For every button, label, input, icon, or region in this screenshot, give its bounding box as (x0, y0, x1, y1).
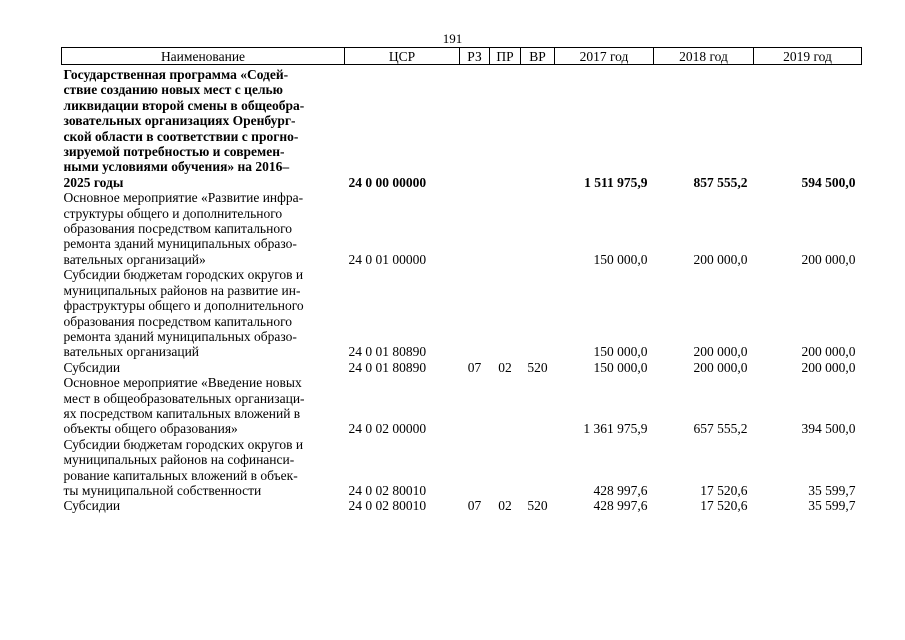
row-name-line: Субсидии бюджетам городских округов и (63, 436, 304, 452)
row-name-line: муниципальных районов на софинанси- (63, 452, 295, 468)
row-value-2018: 17 520,6 (700, 498, 748, 514)
row-name-line: образования посредством капитального (63, 221, 293, 237)
row-value-2018: 657 555,2 (693, 421, 748, 437)
row-vr (521, 65, 555, 191)
row-value-2017: 150 000,0 (593, 344, 648, 360)
row-name-line: Субсидии бюджетам городских округов и (63, 267, 304, 283)
row-pr (490, 375, 521, 437)
row-name (62, 360, 345, 375)
table-body (62, 65, 862, 514)
row-csr: 24 0 01 80890 (348, 359, 427, 375)
row-vr (521, 267, 555, 359)
row-rz: 07 (467, 498, 482, 514)
row-rz (460, 267, 490, 359)
row-name (62, 267, 345, 359)
row-name-line: Основное мероприятие «Введение новых (63, 375, 302, 391)
row-name-line: ремонта зданий муниципальных образо- (63, 236, 297, 252)
row-name-line: рование капитальных вложений в объек- (63, 467, 298, 483)
table-row (62, 267, 862, 359)
row-name-line: Основное мероприятие «Развитие инфра- (63, 190, 304, 206)
row-value-2019: 35 599,7 (808, 498, 856, 514)
header-csr: ЦСР (345, 48, 460, 65)
row-vr: 520 (527, 498, 548, 514)
table-row (62, 498, 862, 513)
row-value-2018: 200 000,0 (693, 251, 748, 267)
row-value-2019: 394 500,0 (801, 421, 856, 437)
table-header-row (62, 48, 862, 65)
row-vr (521, 190, 555, 267)
row-rz (460, 437, 490, 499)
row-value-2019: 200 000,0 (801, 251, 856, 267)
row-value-2017: 150 000,0 (593, 251, 648, 267)
row-name-line: зируемой потребностью и современ- (63, 144, 285, 160)
row-value-2017: 1 361 975,9 (583, 421, 648, 437)
header-rz: РЗ (460, 48, 490, 65)
row-name-line: структуры общего и дополнительного (63, 205, 283, 221)
row-name-line: ты муниципальной собственности (63, 482, 262, 498)
row-value-2017: 428 997,6 (593, 482, 648, 498)
row-rz (460, 65, 490, 191)
row-csr: 24 0 01 80890 (348, 344, 427, 360)
row-vr: 520 (527, 359, 548, 375)
row-name-line: фраструктуры общего и дополнительного (63, 298, 304, 314)
row-name-line: образования посредством капитального (63, 313, 293, 329)
row-pr: 02 (498, 359, 512, 375)
row-rz: 07 (467, 359, 482, 375)
row-name-line: вательных организаций (63, 344, 200, 360)
row-pr (490, 437, 521, 499)
row-value-2017: 150 000,0 (593, 359, 648, 375)
row-name-line: мест в общеобразовательных организаци- (63, 390, 305, 406)
table-row (62, 437, 862, 499)
row-name (62, 65, 345, 191)
row-csr: 24 0 02 80010 (348, 482, 427, 498)
table-row (62, 65, 862, 191)
row-value-2018: 857 555,2 (693, 174, 748, 190)
row-name-line: ными условиями обучения» на 2016– (63, 159, 290, 175)
row-value-2019: 200 000,0 (801, 359, 856, 375)
row-name-line: 2025 годы (63, 174, 124, 190)
header-2019: 2019 год (754, 48, 862, 65)
row-name-line: Государственная программа «Содей- (63, 67, 289, 82)
header-2017: 2017 год (555, 48, 654, 65)
row-name-line: Субсидии (63, 359, 121, 375)
table-row (62, 190, 862, 267)
row-name-line: ликвидации второй смены в общеобра- (63, 97, 305, 113)
row-name-line: муниципальных районов на развитие ин- (63, 282, 301, 298)
row-name-line: Субсидии (63, 498, 121, 514)
row-name-line: объекты общего образования» (63, 421, 238, 437)
row-rz (460, 190, 490, 267)
row-value-2019: 35 599,7 (808, 482, 856, 498)
row-csr: 24 0 02 00000 (348, 421, 427, 437)
budget-table (61, 47, 862, 514)
row-name (62, 375, 345, 437)
header-2018: 2018 год (654, 48, 754, 65)
table-row (62, 375, 862, 437)
page-number: 191 (442, 31, 463, 46)
row-pr: 02 (498, 498, 512, 514)
row-name-line: ремонта зданий муниципальных образо- (63, 328, 297, 344)
row-value-2018: 17 520,6 (700, 482, 748, 498)
row-csr: 24 0 02 80010 (348, 498, 427, 514)
row-name (62, 498, 345, 513)
row-name-line: ствие созданию новых мест с целью (63, 82, 283, 98)
header-vr: ВР (521, 48, 555, 65)
row-pr (490, 65, 521, 191)
row-name-line: вательных организаций» (63, 251, 206, 267)
row-csr: 24 0 00 00000 (348, 174, 427, 190)
row-value-2018: 200 000,0 (693, 344, 748, 360)
header-pr: ПР (490, 48, 521, 65)
row-vr (521, 437, 555, 499)
row-vr (521, 375, 555, 437)
row-rz (460, 375, 490, 437)
row-value-2017: 428 997,6 (593, 498, 648, 514)
row-value-2017: 1 511 975,9 (584, 174, 648, 190)
row-name-line: ях посредством капитальных вложений в (63, 405, 301, 421)
row-value-2018: 200 000,0 (693, 359, 748, 375)
row-csr: 24 0 01 00000 (348, 251, 427, 267)
row-pr (490, 190, 521, 267)
row-name (62, 437, 345, 499)
table-row (62, 360, 862, 375)
row-name-line: ской области в соответствии с прогно- (63, 128, 299, 144)
row-value-2019: 594 500,0 (801, 174, 856, 190)
row-value-2019: 200 000,0 (801, 344, 856, 360)
row-name (62, 190, 345, 267)
row-name-line: зовательных организациях Оренбург- (63, 113, 296, 129)
header-name: Наименование (62, 48, 345, 65)
row-pr (490, 267, 521, 359)
